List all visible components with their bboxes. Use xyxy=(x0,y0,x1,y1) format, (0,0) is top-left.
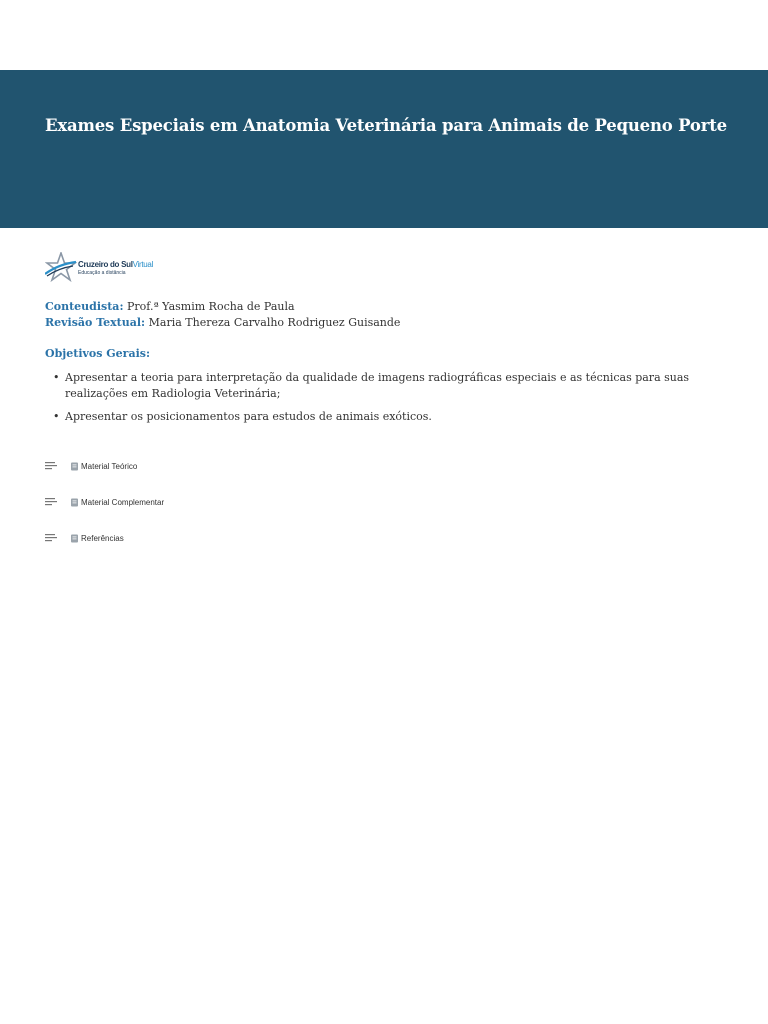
author-value: Prof.ª Yasmim Rocha de Paula xyxy=(127,300,295,313)
logo-brand-name: Cruzeiro do SulVirtual xyxy=(78,260,154,269)
bullet-icon: • xyxy=(53,371,60,384)
objectives-title: Objetivos Gerais: xyxy=(45,347,151,360)
objective-text: Apresentar a teoria para interpretação da qualidade de imagens radiográficas especiais e as técnicas para suas realizações em Radiologia Veterinária; xyxy=(65,371,690,400)
star-logo-icon xyxy=(45,252,77,282)
review-label: Revisão Textual: xyxy=(45,316,146,329)
list-item xyxy=(45,370,715,402)
objective-text: Apresentar os posicionamentos para estudos de animais exóticos. xyxy=(65,410,432,423)
page-title: Exames Especiais em Anatomia Veterinária para Animais de Pequeno Porte xyxy=(45,116,727,135)
header-banner xyxy=(0,70,768,228)
list-item xyxy=(45,409,715,425)
review-line xyxy=(45,315,400,331)
bullet-icon: • xyxy=(53,410,60,423)
logo-tagline: Educação a distância xyxy=(78,270,126,276)
list-lines-icon xyxy=(45,461,57,471)
list-lines-icon xyxy=(45,533,57,543)
review-value: Maria Thereza Carvalho Rodriguez Guisande xyxy=(148,316,401,329)
document-icon xyxy=(70,462,79,471)
author-line xyxy=(45,299,400,315)
list-lines-icon xyxy=(45,497,57,507)
section-link-material-complementar[interactable] xyxy=(45,494,164,510)
section-link-material-teorico[interactable] xyxy=(45,458,137,474)
objectives-list xyxy=(45,370,715,432)
section-label: Referências xyxy=(81,533,124,543)
section-label: Material Teórico xyxy=(81,461,138,471)
document-icon xyxy=(70,498,79,507)
brand-logo xyxy=(45,252,165,282)
section-link-referencias[interactable] xyxy=(45,530,124,546)
author-label: Conteudista: xyxy=(45,300,124,313)
credits xyxy=(45,299,400,331)
document-icon xyxy=(70,534,79,543)
section-label: Material Complementar xyxy=(81,497,165,507)
